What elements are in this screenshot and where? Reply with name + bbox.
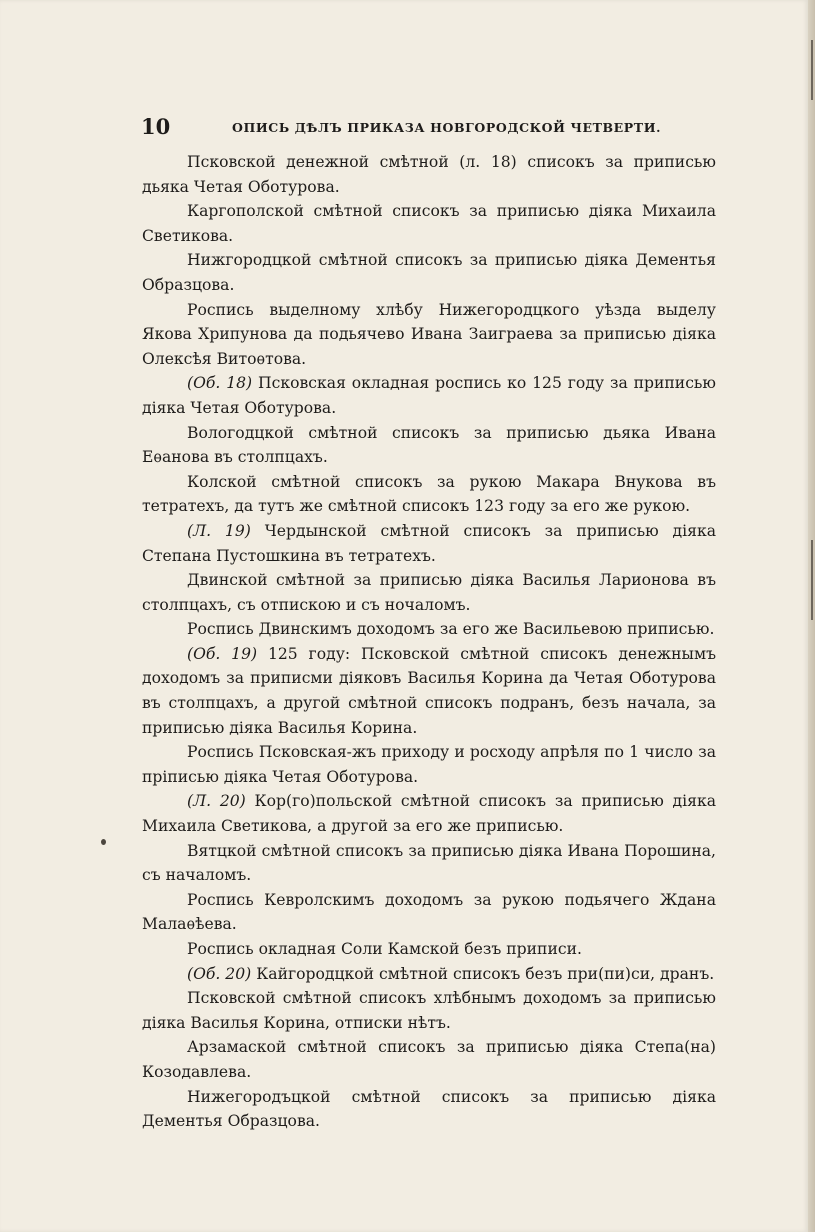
folio-reference: (Об. 19) [187,644,258,663]
edge-mark [811,540,813,620]
entry-text: Роспись окладная Соли Камской безъ приписи. [187,940,582,958]
entry-text: Псковской смѣтной списокъ хлѣбнымъ доходомъ за приписью дiяка Василья Корина, отписки нѣтъ. [142,989,716,1032]
entry-text: Нижгородцкой смѣтной списокъ за приписью дiяка Дементья Образцова. [142,251,716,294]
inventory-entry [142,421,716,470]
entry-text: Псковской денежной смѣтной (л. 18) списокъ за приписью дьяка Четая Оботурова. [142,153,716,196]
running-title: ОПИСЬ ДѢЛЪ ПРИКАЗА НОВГОРОДСКОЙ ЧЕТВЕРТИ. [232,120,662,135]
folio-reference: (Об. 18) [187,374,253,393]
inventory-entry [142,839,716,888]
inventory-entry [142,789,716,838]
entry-text: Роспись Псковская-жъ приходу и росходу апрѣля по 1 число за прiписью дiяка Четая Оботурова. [142,743,716,786]
entry-text: Каргополской смѣтной списокъ за приписью дiяка Михаила Светикова. [142,202,716,245]
entry-text: Псковская окладная роспись ко 125 году за приписью дiяка Четая Оботурова. [142,374,717,417]
edge-mark [811,40,813,100]
entry-text: Кор(го)польской смѣтной списокъ за приписью дiяка Михаила Светикова, а другой за его же приписью. [142,792,717,836]
inventory-entry [142,248,716,297]
inventory-entry [142,888,716,937]
entry-text: Роспись Кевролскимъ доходомъ за рукою подьячего Ждана Малаѳѣева. [142,890,716,934]
inventory-entry [142,1085,716,1134]
inventory-entry [142,568,716,617]
entry-text: Двинской смѣтной за приписью дiяка Василья Ларионова въ столпцахъ, съ отпискою и съ ночаломъ. [142,571,716,614]
entry-text: Вологодцкой смѣтной списокъ за приписью дьяка Ивана Еѳанова въ столпцахъ. [142,423,716,467]
entry-text: Роспись Двинскимъ доходомъ за его же Васильевою приписью. [187,620,715,639]
inventory-entry [142,937,716,962]
inventory-entry [142,519,716,568]
inventory-entry [142,371,716,420]
page-number: 10 [141,114,171,139]
inventory-entry [142,962,716,987]
inventory-entry [142,298,716,372]
inventory-entry [142,642,716,740]
entry-text: Кайгородцкой смѣтной списокъ безъ при(пи)си, дранъ. [256,964,715,983]
inventory-entry [142,986,716,1035]
entry-text: Арзамаской смѣтной списокъ за приписью дiяка Степа(на) Козодавлева. [142,1038,716,1081]
entry-text: Чердынской смѣтной списокъ за приписью дiяка Степана Пустошкина въ тетратехъ. [142,521,717,565]
inventory-entry [142,199,716,248]
inventory-entry [142,470,716,519]
page-header [141,114,716,140]
inventory-entry [142,150,716,199]
folio-reference: (Об. 20) [187,964,252,983]
entry-text: Роспись выделному хлѣбу Нижегородцкого уѣзда выделу Якова Хрипунова да подьячево Ивана Заиграева за приписью дiяка Олексѣя Витоѳтова. [142,300,716,368]
inventory-entry [142,1035,716,1084]
entry-text: Вятцкой смѣтной списокъ за приписью дiяка Ивана Порошина, съ началомъ. [142,841,716,885]
page-edge [808,0,815,1232]
entry-text: Колской смѣтной списокъ за рукою Макара Внукова въ тетратехъ, да тутъ же смѣтной списокъ 123 году за его же рукою. [142,472,716,516]
folio-reference: (Л. 19) [187,521,251,540]
folio-reference: (Л. 20) [187,792,246,811]
entry-text: 125 году: Псковской смѣтной списокъ денежнымъ доходомъ за приписми дiяковъ Василья Корина да Четая Оботурова въ столпцахъ, а другой смѣтной списокъ подранъ, безъ начала, за приписью дiяка Василья Корина. [142,644,716,737]
inventory-entry [142,617,716,642]
inventory-entry [142,740,716,789]
inventory-text [142,150,716,1134]
entry-text: Нижегородъцкой смѣтной списокъ за приписью дiяка Дементья Образцова. [142,1087,716,1131]
ink-spot [101,839,106,845]
